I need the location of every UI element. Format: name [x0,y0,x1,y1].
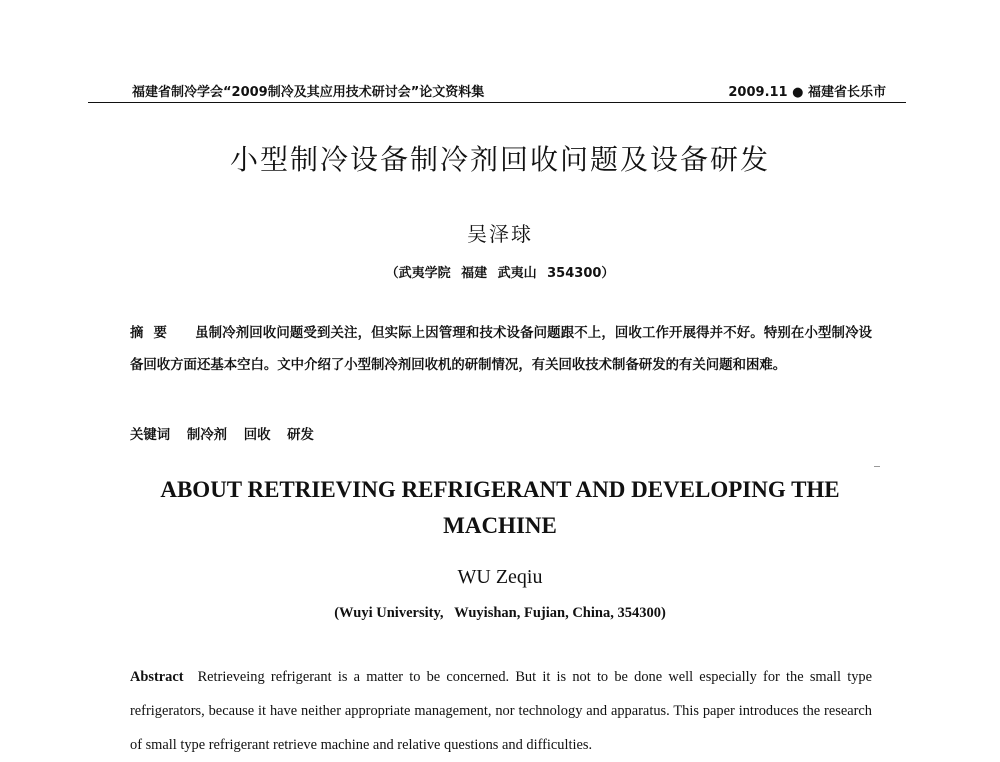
keyword-item: 回收 [243,428,271,443]
title-english: ABOUT RETRIEVING REFRIGERANT AND DEVELOPING THE MACHINE [160,477,840,538]
abstract-chinese-label: 摘要 [130,326,178,341]
header-date-location: 2009.11 ● 福建省长乐市 [728,85,886,100]
keyword-item: 研发 [287,428,314,443]
keywords-chinese [130,424,326,443]
abstract-chinese-text: 虽制冷剂回收问题受到关注，但实际上因管理和技术设备问题跟不上，回收工作开展得并不好。特别在小型制冷设备回收方面还基本空白。文中介绍了小型制冷剂回收机的研制情况，有关回收技术制备研发的有关问题和困难。 [130,326,873,373]
running-header [88,78,906,103]
abstract-english-text: Retrieveing refrigerant is a matter to be concerned. But it is not to be done well especially for the small type refrigerators, because it have neither appropriate management, nor technology and apparatus. This paper introduces the research of small type refrigerant retrieve machine and relative questions and difficulties. [130,669,872,753]
abstract-english-label: Abstract [130,669,184,685]
title-chinese: 小型制冷设备制冷剂回收问题及设备研发 [229,143,770,176]
author-chinese: 吴泽球 [467,222,533,246]
affiliation-chinese: （武夷学院 福建 武夷山 354300） [385,266,615,281]
affiliation-english: (Wuyi University, Wuyishan, Fujian, China, 354300) [334,605,666,621]
abstract-chinese [130,318,872,382]
author-english: WU Zeqiu [457,566,543,588]
scan-artifact [874,466,880,467]
keywords-label: 关键词 [130,428,171,443]
keyword-item: 制冷剂 [186,428,228,443]
header-conference: 福建省制冷学会“2009制冷及其应用技术研讨会”论文资料集 [132,85,485,100]
abstract-english [130,660,872,762]
